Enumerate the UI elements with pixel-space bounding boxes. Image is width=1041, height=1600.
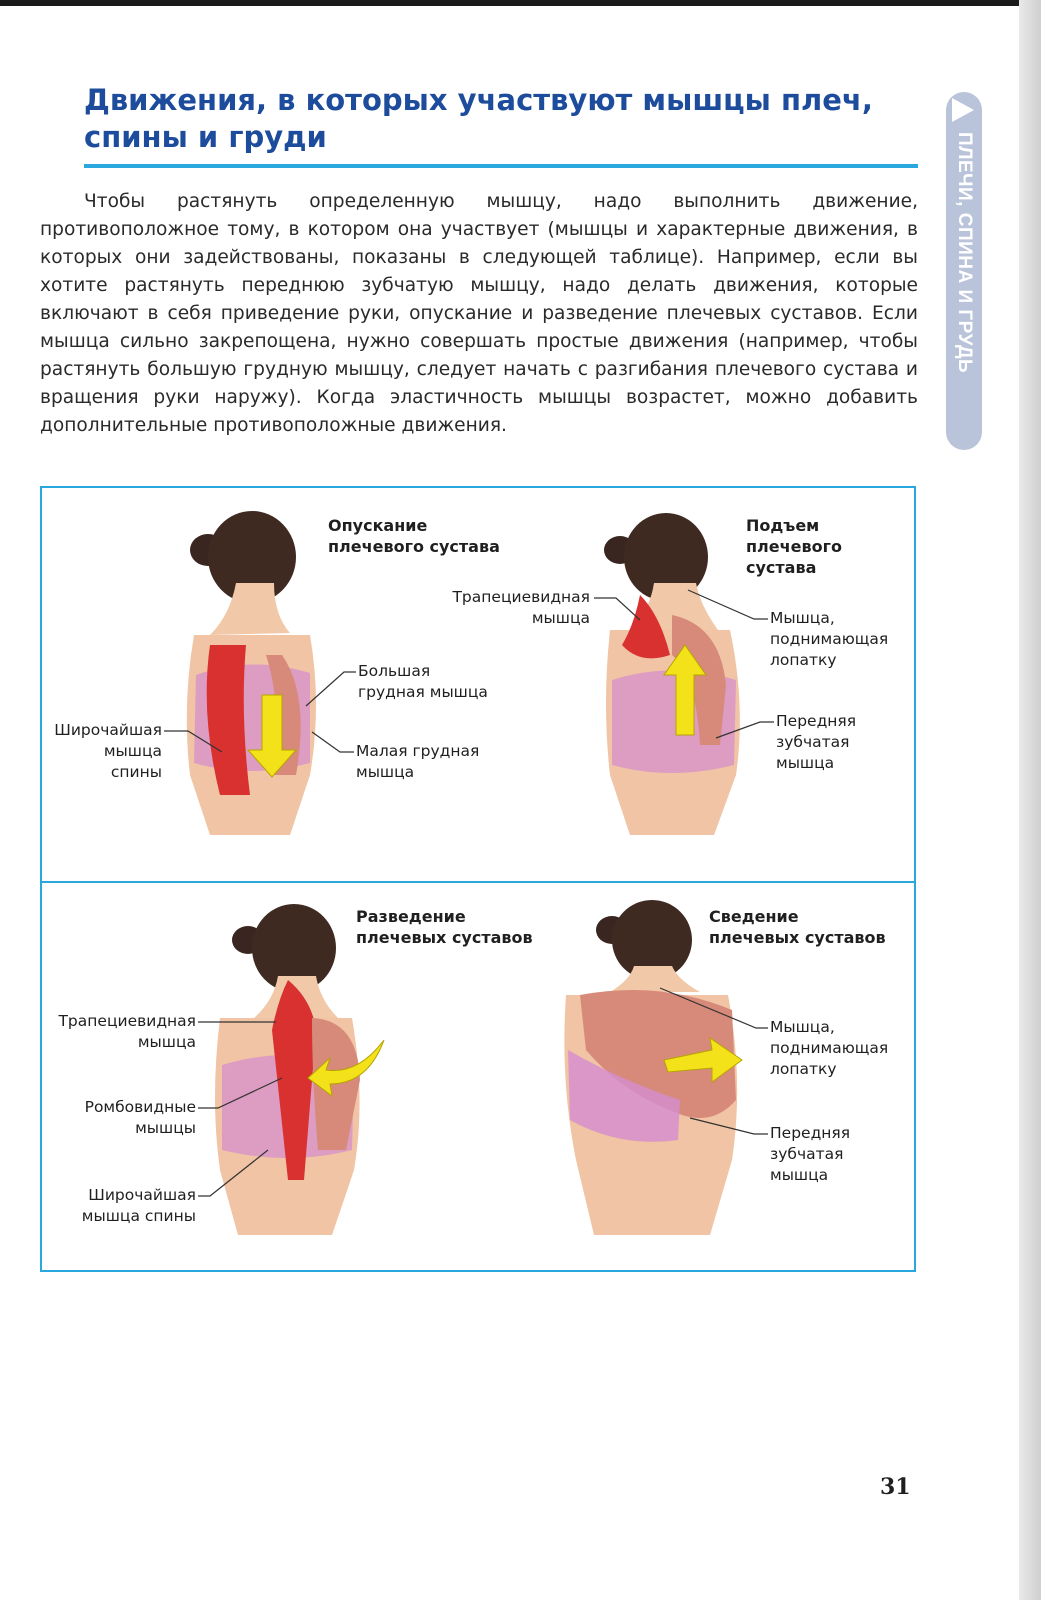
page-binding-edge (1019, 0, 1041, 1600)
page-number: 31 (880, 1474, 911, 1500)
label-serratus-anterior: Передняя зубчатая мышца (770, 1124, 851, 1184)
label-serratus-anterior: Передняя зубчатая мышца (776, 712, 857, 772)
intro-paragraph: Чтобы растянуть определенную мышцу, надо выполнить движение, противоположное тому, в котором она участвует (мышцы и характерные движения, в которых они задействованы, показаны в следующей таблице). Например, если вы хотите растянуть переднюю зубчатую мышцу, надо делать движения, которые включают в себя приведение руки, опускание и разведение плечевых суставов. Если мышца сильно закрепощена, нужно совершать простые движения (например, чтобы растянуть большую грудную мышцу, следует начать с разгибания плечевого сустава и вращения руки наружу). Когда эластичность мышцы возрастет, можно добавить дополнительные противоположные движения. (40, 191, 918, 436)
label-latissimus: Широчайшая мышца спины (54, 721, 162, 781)
neck-icon (610, 966, 700, 992)
section-tab (946, 92, 982, 450)
label-levator-scapulae: Мышца, поднимающая лопатку (770, 1018, 889, 1078)
title-underline (84, 164, 918, 168)
illustration-depression (170, 505, 350, 845)
page-top-edge (0, 0, 1041, 6)
illustration-protraction (560, 900, 750, 1245)
page-title: Движения, в которых участвуют мышцы плеч, спины и груди (84, 83, 873, 154)
caption-depression: Опускание плечевого сустава (328, 516, 500, 556)
label-trapezius: Трапециевидная мышца (452, 588, 590, 627)
caption-retraction: Разведение плечевых суставов (356, 907, 533, 947)
figure-divider (40, 881, 916, 883)
caption-protraction: Сведение плечевых суставов (709, 907, 886, 947)
label-pec-major: Большая грудная мышца (358, 662, 488, 701)
label-levator-scapulae: Мышца, поднимающая лопатку (770, 609, 889, 669)
label-pec-minor: Малая грудная мышца (356, 742, 480, 781)
illustration-elevation (600, 505, 760, 845)
triangle-marker-icon (952, 98, 974, 122)
caption-elevation: Подъем плечевого сустава (746, 516, 842, 577)
label-latissimus: Широчайшая мышца спины (81, 1186, 196, 1225)
illustration-retraction (208, 900, 388, 1245)
section-tab-label: ПЛЕЧИ, СПИНА И ГРУДЬ (954, 132, 975, 374)
label-trapezius: Трапециевидная мышца (58, 1012, 196, 1051)
label-rhomboids: Ромбовидные мышцы (84, 1098, 196, 1137)
